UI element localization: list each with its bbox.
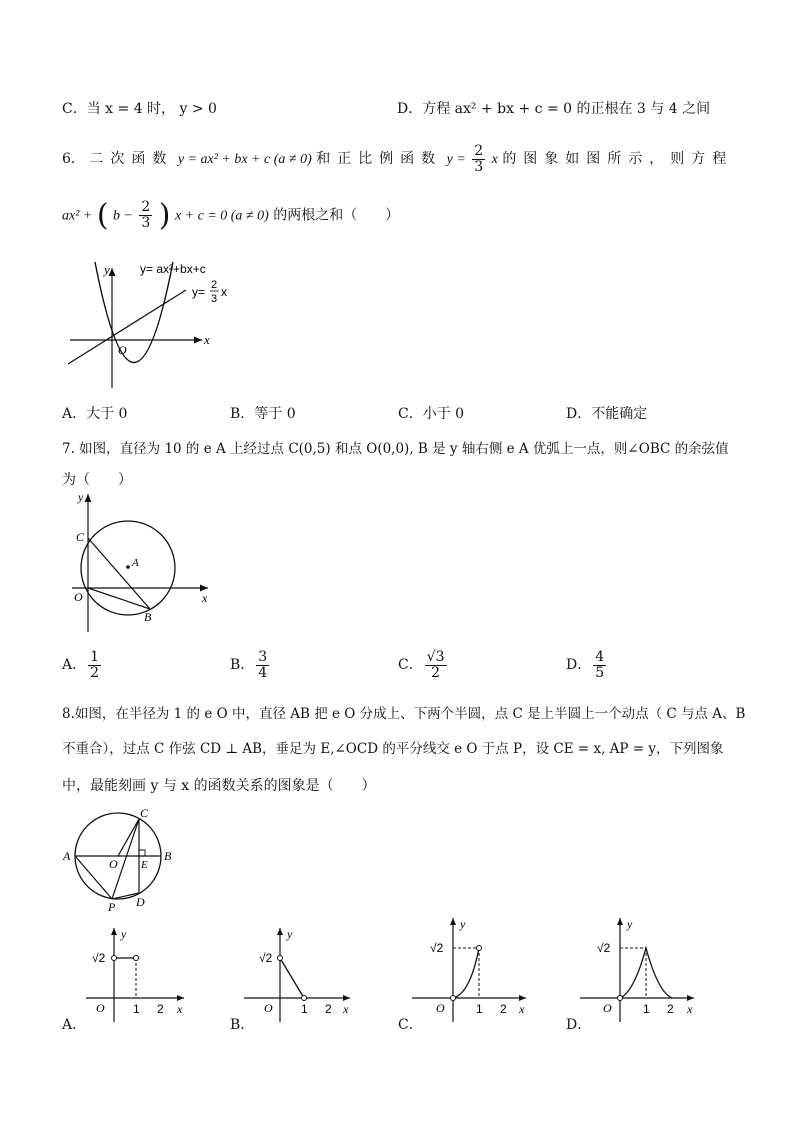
q6-label-o: O (118, 343, 127, 357)
label-root2: √2 (597, 941, 611, 955)
q6-option-d[interactable]: D．不能确定 (566, 406, 648, 422)
label-2: 2 (500, 1002, 507, 1016)
label-root2: √2 (92, 951, 106, 965)
q8-stem-line2: 不重合），过点 C 作弦 CD ⊥ AB，垂足为 E,∠OCD 的平分线交 e O 于点 P，设 CE = x, AP = y，下列图象 (62, 741, 724, 757)
q6-option-a[interactable]: A．大于 0 (62, 406, 128, 422)
q7-figure (62, 488, 222, 636)
q8-label-o: O (109, 857, 118, 871)
open-point-start (112, 956, 117, 961)
q6-eq-b: b − (112, 208, 133, 224)
q7-label-o: O (74, 590, 83, 604)
q6-frac-num: 2 (474, 143, 484, 159)
label-2: 2 (667, 1002, 674, 1016)
q7-center-dot (126, 565, 130, 569)
q7-option-d-frac (593, 650, 606, 680)
q8-label-a: A (63, 849, 71, 863)
q6-line (68, 290, 186, 364)
q8-graph-b[interactable] (240, 922, 355, 1026)
arrow-y-icon (277, 928, 283, 935)
q7-option-a-frac (88, 650, 101, 680)
q8-stem-line1: 8.如图，在半径为 1 的 e O 中，直径 AB 把 e O 分成上、下两个半圆，点 C 是上半圆上一个动点（ C 与点 A、B (62, 706, 746, 722)
open-point-end (302, 996, 307, 1001)
open-point-start (618, 996, 623, 1001)
q8-option-d-label[interactable]: D． (566, 1017, 592, 1033)
q7-label-a: A (132, 557, 139, 569)
curve (280, 958, 304, 998)
q6-stem-line1 (62, 144, 733, 174)
q6-label-y: y (104, 262, 110, 277)
q7-label-b: B (144, 610, 152, 624)
label-o: O (603, 1001, 612, 1015)
q6-option-b[interactable]: B．等于 0 (230, 406, 296, 422)
arrow-x-icon (177, 995, 184, 1001)
q6-figure (62, 258, 232, 390)
paren-open: ( (96, 198, 109, 233)
paren-close: ) (158, 198, 171, 233)
q6-linear-rhs: x (491, 152, 498, 168)
q6-number: 6． (62, 151, 85, 168)
arrow-x-icon (687, 995, 694, 1001)
q6-label-line-num: 2 (211, 279, 218, 291)
q6-stem-part3: 的图象如图所示，则方程 (502, 151, 734, 168)
label-y: y (121, 927, 127, 941)
q7-option-b-den: 4 (258, 664, 268, 681)
q6-label-parabola: y= ax²+bx+c (140, 262, 206, 276)
q7-option-d-num: 4 (595, 649, 605, 665)
open-point-end (477, 946, 482, 951)
q7-y-arrow-icon (85, 494, 92, 502)
q6-parabola (95, 262, 173, 363)
q7-option-d-den: 5 (595, 664, 605, 681)
q7-option-a-den: 2 (90, 664, 100, 681)
q8-label-e: E (141, 859, 148, 871)
label-o: O (264, 1001, 273, 1015)
q6-x-arrow-icon (194, 337, 202, 344)
q7-option-c[interactable] (398, 650, 449, 680)
arrow-x-icon (343, 995, 350, 1001)
label-x: x (519, 1002, 525, 1016)
q8-right-angle-mark (139, 850, 145, 856)
q6-linear-lhs: y = (446, 152, 466, 168)
q7-option-d[interactable] (566, 650, 608, 680)
q7-option-d-label: D． (566, 657, 592, 674)
q6-option-c[interactable]: C．小于 0 (398, 406, 465, 422)
q8-graph-a[interactable] (82, 922, 192, 1026)
q8-label-c: C (140, 808, 149, 820)
q6-eq-frac-den: 3 (141, 215, 151, 231)
label-root2: √2 (430, 941, 444, 955)
label-x: x (687, 1002, 693, 1016)
q8-label-d: D (136, 895, 145, 909)
q8-figure (58, 808, 178, 912)
q7-option-c-den: 2 (431, 664, 441, 681)
q7-option-c-num: √3 (426, 649, 445, 665)
q8-label-p: P (108, 900, 116, 912)
arrow-x-icon (519, 995, 526, 1001)
label-1: 1 (476, 1002, 483, 1016)
q6-stem-line2 (62, 198, 399, 233)
q5-option-d[interactable]: D．方程 ax² + bx + c = 0 的正根在 3 与 4 之间 (397, 101, 711, 117)
label-1: 1 (301, 1002, 308, 1016)
label-2: 2 (157, 1002, 164, 1016)
label-o: O (96, 1001, 105, 1015)
q7-label-c: C (76, 530, 85, 544)
label-1: 1 (643, 1002, 650, 1016)
q7-option-b-frac (256, 650, 269, 680)
q8-graph-d[interactable] (576, 912, 700, 1026)
q6-stem-part1: 二次函数 (89, 151, 174, 168)
q7-option-c-frac (425, 650, 447, 680)
label-1: 1 (133, 1002, 140, 1016)
label-x: x (343, 1002, 349, 1016)
arrow-y-icon (617, 918, 623, 925)
q6-stem-tail: 的两根之和（ ） (273, 207, 400, 224)
label-2: 2 (325, 1002, 332, 1016)
open-point-end (134, 956, 139, 961)
q7-option-a[interactable] (62, 650, 103, 680)
curve (453, 948, 479, 998)
q8-option-a-label[interactable]: A． (62, 1017, 87, 1033)
q6-label-x: x (204, 332, 210, 347)
q8-graph-c[interactable] (408, 912, 532, 1026)
q6-label-line-suffix: x (221, 285, 227, 299)
q8-option-c-label[interactable]: C． (398, 1017, 423, 1033)
arrow-y-icon (450, 918, 456, 925)
q7-option-a-num: 1 (90, 649, 100, 665)
q6-eq-lhs: ax² + (62, 208, 93, 224)
q7-stem-line1: 7. 如图，直径为 10 的 e A 上经过点 C(0,5) 和点 O(0,0), B 是 y 轴右侧 e A 优弧上一点，则∠OBC 的余弦值 (62, 441, 729, 457)
q6-eq-rhs: x + c = 0 (a ≠ 0) (174, 208, 269, 224)
q6-label-line-den: 3 (211, 293, 218, 305)
q7-option-c-label: C． (398, 657, 423, 674)
q7-option-b[interactable] (230, 650, 271, 680)
q6-label-line-prefix: y= (192, 285, 206, 299)
open-point-start (278, 956, 283, 961)
label-root2: √2 (259, 951, 273, 965)
q6-stem-part2: 和正比例函数 (316, 151, 443, 168)
q6-eq-frac-num: 2 (141, 199, 151, 216)
q5-option-c[interactable]: C．当 x = 4 时， y > 0 (62, 101, 217, 117)
label-y: y (627, 917, 633, 931)
q7-option-a-label: A． (62, 657, 87, 674)
label-y: y (460, 917, 466, 931)
q8-label-b: B (164, 849, 172, 863)
q6-eq-frac (139, 200, 152, 230)
q7-option-b-label: B． (230, 657, 255, 674)
q6-linear-frac (472, 144, 485, 174)
label-y: y (287, 927, 293, 941)
q7-stem-line2: 为（ ） (62, 472, 132, 488)
q6-quad-expr: y = ax² + bx + c (a ≠ 0) (177, 152, 312, 168)
arrow-y-icon (111, 928, 117, 935)
open-point-start (451, 996, 456, 1001)
q8-stem-line3: 中，最能刻画 y 与 x 的函数关系的图象是（ ） (62, 778, 376, 794)
label-o: O (436, 1001, 445, 1015)
q6-frac-den: 3 (474, 158, 484, 175)
q8-option-b-label[interactable]: B． (230, 1017, 255, 1033)
q7-option-b-num: 3 (258, 649, 268, 665)
label-x: x (177, 1002, 183, 1016)
q7-label-x: x (202, 591, 208, 605)
q7-label-y: y (78, 490, 84, 504)
